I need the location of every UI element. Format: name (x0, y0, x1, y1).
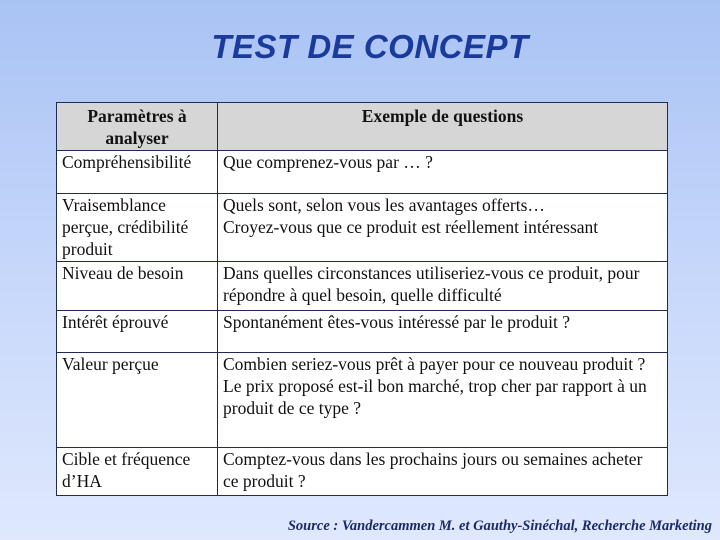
table-row (57, 151, 668, 193)
question-cell (218, 193, 668, 262)
question-cell (218, 262, 668, 310)
question-text: Combien seriez-vous prêt à payer pour ce nouveau produit ? (223, 353, 646, 374)
question-cell (218, 151, 668, 193)
question-text: Quels sont, selon vous les avantages offerts… (223, 194, 545, 215)
param-cell: Valeur perçue (57, 352, 218, 447)
header-questions: Exemple de questions (218, 103, 668, 151)
concept-test-table (56, 102, 668, 496)
table-row (57, 310, 668, 352)
slide-title: TEST DE CONCEPT (211, 28, 529, 65)
param-cell: Intérêt éprouvé (57, 310, 218, 352)
question-text: Croyez-vous que ce produit est réellement intéressant (223, 216, 599, 237)
param-cell: Compréhensibilité (57, 151, 218, 193)
question-cell (218, 310, 668, 352)
question-cell (218, 352, 668, 447)
table-header-row (57, 103, 668, 151)
question-text: Dans quelles circonstances utiliseriez-vous ce produit, pour répondre à quel besoin, quelle difficulté (223, 263, 640, 306)
table-row (57, 193, 668, 262)
source-citation: Source : Vandercammen M. et Gauthy-Sinéchal, Recherche Marketing (287, 518, 712, 534)
question-text: Comptez-vous dans les prochains jours ou semaines acheter ce produit ? (223, 448, 643, 491)
table-row (57, 262, 668, 310)
question-cell (218, 447, 668, 495)
table-row (57, 447, 668, 495)
param-cell: Vraisemblance perçue, crédibilité produit (57, 193, 218, 262)
param-cell: Niveau de besoin (57, 262, 218, 310)
question-text: Le prix proposé est-il bon marché, trop cher par rapport à un produit de ce type ? (223, 375, 647, 418)
question-text: Spontanément êtes-vous intéressé par le produit ? (223, 311, 570, 332)
table-row (57, 352, 668, 447)
question-text: Que comprenez-vous par … ? (223, 152, 433, 173)
header-parameters: Paramètres à analyser (57, 103, 218, 151)
param-cell: Cible et fréquence d’HA (57, 447, 218, 495)
